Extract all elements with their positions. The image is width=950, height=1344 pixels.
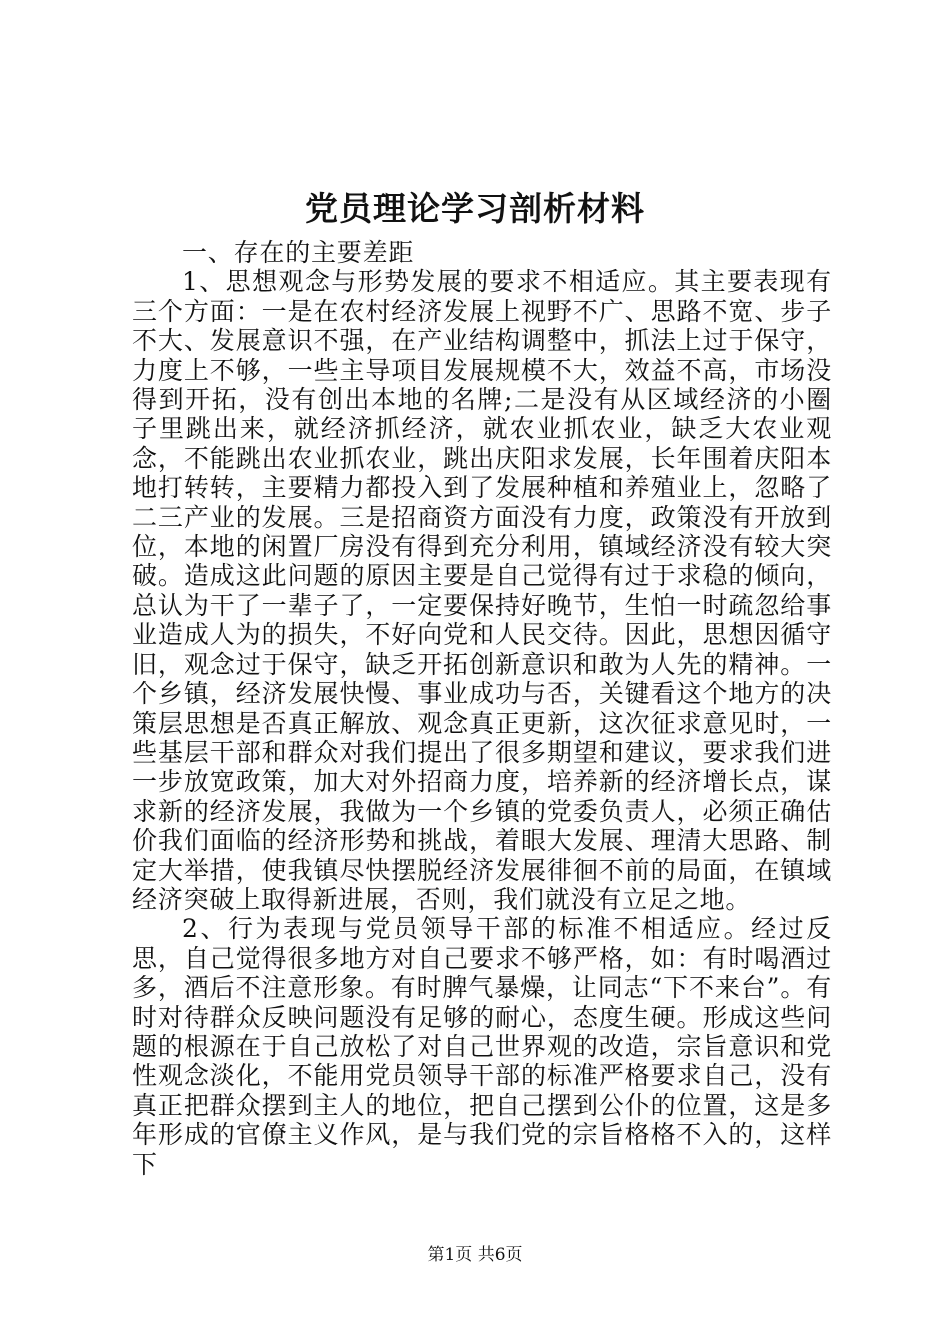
document-title: 党员理论学习剖析材料	[305, 189, 645, 228]
section-heading: 一、存在的主要差距	[182, 238, 415, 267]
body-paragraph-1: 1、思想观念与形势发展的要求不相适应。其主要表现有三个方面：一是在农村经济发展上视野不广、思路不宽、步子不大、发展意识不强，在产业结构调整中，抓法上过于保守，力度上不够，一些主导项目发展规模不大，效益不高，市场没得到开拓，没有创出本地的名牌;二是没有从区域经济的小圈子里跳出来，就经济抓经济，就农业抓农业，缺乏大农业观念，不能跳出农业抓农业，跳出庆阳求发展，长年围着庆阳本地打转转，主要精力都投入到了发展种植和养殖业上，忽略了二三产业的发展。三是招商资方面没有力度，政策没有开放到位，本地的闲置厂房没有得到充分利用，镇域经济没有较大突破。造成这此问题的原因主要是自己觉得有过于求稳的倾向，总认为干了一辈子了，一定要保持好晚节，生怕一时疏忽给事业造成人为的损失，不好向党和人民交待。因此，思想因循守旧，观念过于保守，缺乏开拓创新意识和敢为人先的精神。一个乡镇，经济发展快慢、事业成功与否，关键看这个地方的决策层思想是否真正解放、观念真正更新，这次征求意见时，一些基层干部和群众对我们提出了很多期望和建议，要求我们进一步放宽政策，加大对外招商力度，培养新的经济增长点，谋求新的经济发展，我做为一个乡镇的党委负责人，必须正确估价我们面临的经济形势和挑战，着眼大发展、理清大思路、制定大举措，使我镇尽快摆脱经济发展徘徊不前的局面，在镇域经济突破上取得新进展，否则，我们就没有立足之地。	[132, 267, 832, 914]
body-paragraph-2: 2、行为表现与党员领导干部的标准不相适应。经过反思，自己觉得很多地方对自己要求不够严格，如：有时喝酒过多，酒后不注意形象。有时脾气暴燥，让同志“下不来台”。有时对待群众反映问题没有足够的耐心，态度生硬。形成这些问题的根源在于自己放松了对自己世界观的改造，宗旨意识和党性观念淡化，不能用党员领导干部的标准严格要求自己，没有真正把群众摆到主人的地位，把自己摆到公仆的位置，这是多年形成的官僚主义作风，是与我们党的宗旨格格不入的，这样下	[132, 914, 832, 1179]
page-footer: 第1页 共6页	[427, 1245, 523, 1265]
document-body	[132, 238, 832, 1179]
